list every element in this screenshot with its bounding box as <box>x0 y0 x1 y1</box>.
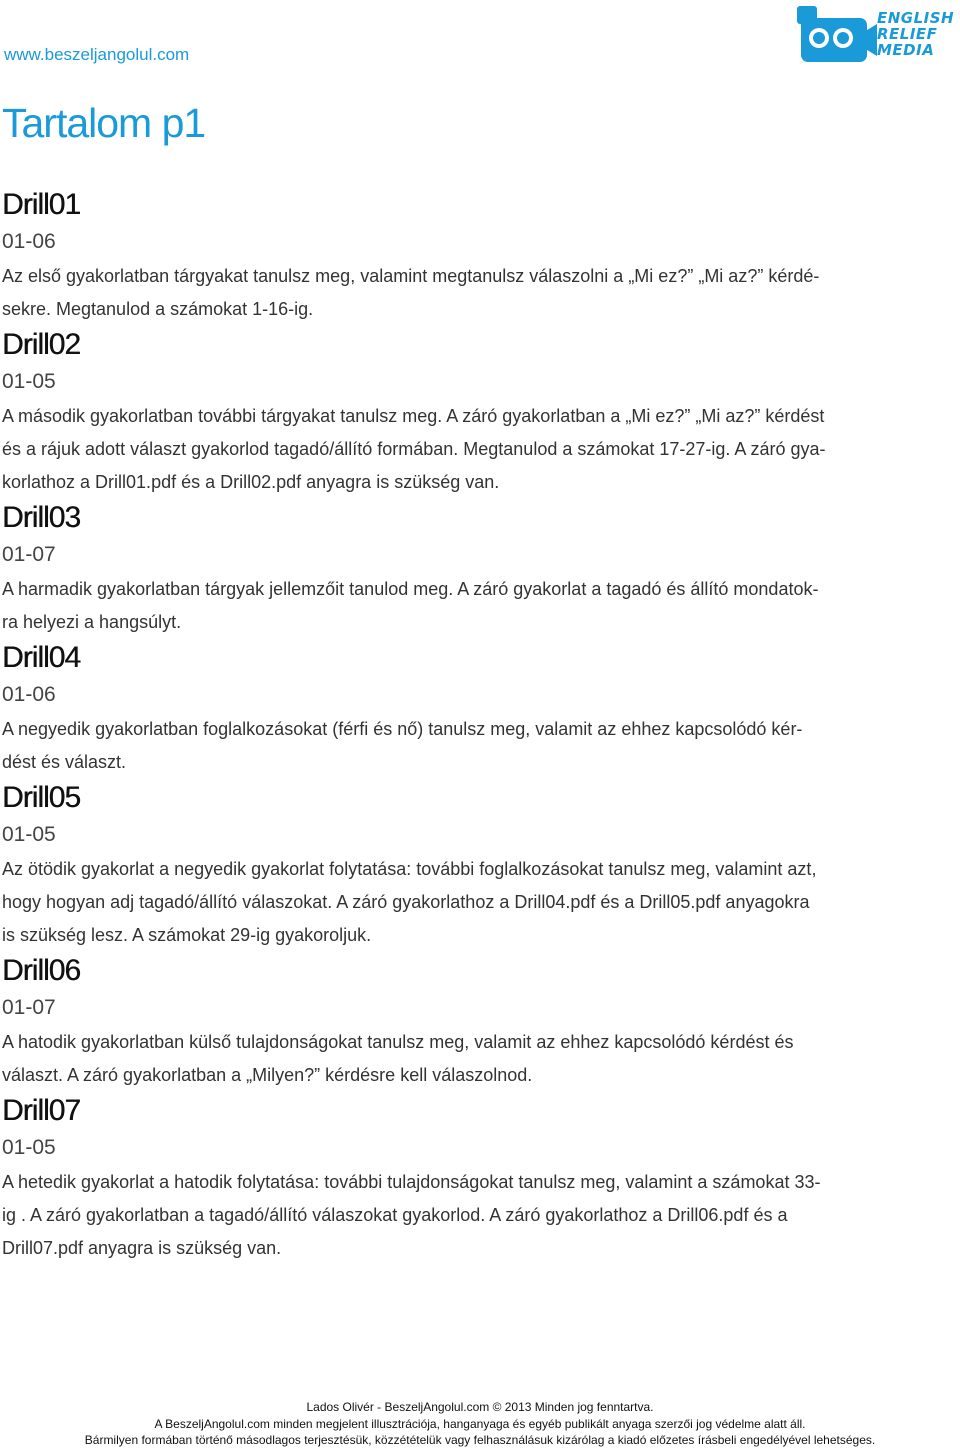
drill-title: Drill04 <box>2 641 81 674</box>
footer-distribution-notice: Bármilyen formában történő másodlagos terjesztésük, közzétételük vagy felhasználásuk kizárólag a kiadó előzetes írásbeli engedélyével lehetséges. <box>84 1433 876 1447</box>
description-line: választ. A záró gyakorlatban a „Milyen?” kérdésre kell válaszolnod. <box>2 1065 533 1085</box>
drill-description <box>2 713 932 779</box>
description-line: dést és választ. <box>2 752 127 772</box>
drill-section <box>2 639 932 779</box>
description-line: Az ötödik gyakorlat a negyedik gyakorlat folytatása: további foglalkozásokat tanulsz meg, valamint azt, <box>2 859 817 879</box>
description-line: ra helyezi a hangsúlyt. <box>2 612 182 632</box>
description-line: és a rájuk adott választ gyakorlod tagadó/állító formában. Megtanulod a számokat 17-27-ig. A záró gya- <box>2 439 826 459</box>
drill-range: 01-05 <box>2 370 56 393</box>
drill-description <box>2 260 932 326</box>
description-line: hogy hogyan adj tagadó/állító válaszokat. A záró gyakorlathoz a Drill04.pdf és a Drill05.pdf anyagokra <box>2 892 810 912</box>
drill-range: 01-07 <box>2 543 56 566</box>
logo-line-relief: RELIEF <box>877 25 938 43</box>
description-line: A hatodik gyakorlatban külső tulajdonságokat tanulsz meg, valamit az ehhez kapcsolódó kérdést és <box>2 1032 794 1052</box>
description-line: Az első gyakorlatban tárgyakat tanulsz meg, valamint megtanulsz válaszolni a „Mi ez?” „Mi az?” kérdé- <box>2 266 820 286</box>
drill-title: Drill03 <box>2 501 81 534</box>
description-line: ig . A záró gyakorlatban a tagadó/állító válaszokat gyakorlod. A záró gyakorlathoz a Drill06.pdf és a <box>2 1205 788 1225</box>
logo-line-media: MEDIA <box>877 41 935 59</box>
site-link[interactable]: www.beszeljangolul.com <box>4 45 190 64</box>
logo-text <box>877 10 957 58</box>
drill-list <box>2 186 932 1265</box>
logo-line-english: ENGLISH <box>877 9 955 27</box>
drill-description <box>2 573 932 639</box>
drill-title: Drill06 <box>2 954 81 987</box>
description-line: A második gyakorlatban további tárgyakat tanulsz meg. A záró gyakorlatban a „Mi ez?” „Mi az?” kérdést <box>2 406 825 426</box>
drill-title: Drill07 <box>2 1094 81 1127</box>
description-line: korlathoz a Drill01.pdf és a Drill02.pdf anyagra is szükség van. <box>2 472 500 492</box>
drill-range: 01-05 <box>2 1136 56 1159</box>
drill-section <box>2 1092 932 1265</box>
drill-title: Drill05 <box>2 781 81 814</box>
english-relief-media-logo <box>795 4 957 66</box>
drill-description <box>2 853 932 952</box>
drill-section <box>2 326 932 499</box>
drill-section <box>2 952 932 1092</box>
drill-description <box>2 1166 932 1265</box>
drill-description <box>2 400 932 499</box>
camera-icon <box>795 4 877 66</box>
page-title: Tartalom p1 <box>2 100 206 146</box>
description-line: A harmadik gyakorlatban tárgyak jellemzőit tanulod meg. A záró gyakorlat a tagadó és állító mondatok- <box>2 579 819 599</box>
drill-title: Drill01 <box>2 188 81 221</box>
drill-title: Drill02 <box>2 328 81 361</box>
drill-section <box>2 779 932 952</box>
drill-range: 01-05 <box>2 823 56 846</box>
drill-range: 01-06 <box>2 683 56 706</box>
footer-rights-notice: A BeszeljAngolul.com minden megjelent illusztrációja, hanganyaga és egyéb publikált anyaga szerzői jog védelme alatt áll. <box>154 1416 806 1431</box>
description-line: A negyedik gyakorlatban foglalkozásokat (férfi és nő) tanulsz meg, valamit az ehhez kapcsolódó kér- <box>2 719 803 739</box>
page-footer <box>0 1399 960 1449</box>
description-line: A hetedik gyakorlat a hatodik folytatása: további tulajdonságokat tanulsz meg, valamint a számokat 33- <box>2 1172 821 1192</box>
footer-copyright: Lados Olivér - BeszeljAngolul.com © 2013 Minden jog fenntartva. <box>306 1400 654 1414</box>
description-line: Drill07.pdf anyagra is szükség van. <box>2 1238 282 1258</box>
description-line: is szükség lesz. A számokat 29-ig gyakoroljuk. <box>2 925 372 945</box>
drill-range: 01-07 <box>2 996 56 1019</box>
drill-range: 01-06 <box>2 230 56 253</box>
drill-section <box>2 186 932 326</box>
drill-description <box>2 1026 932 1092</box>
description-line: sekre. Megtanulod a számokat 1-16-ig. <box>2 299 314 319</box>
drill-section <box>2 499 932 639</box>
